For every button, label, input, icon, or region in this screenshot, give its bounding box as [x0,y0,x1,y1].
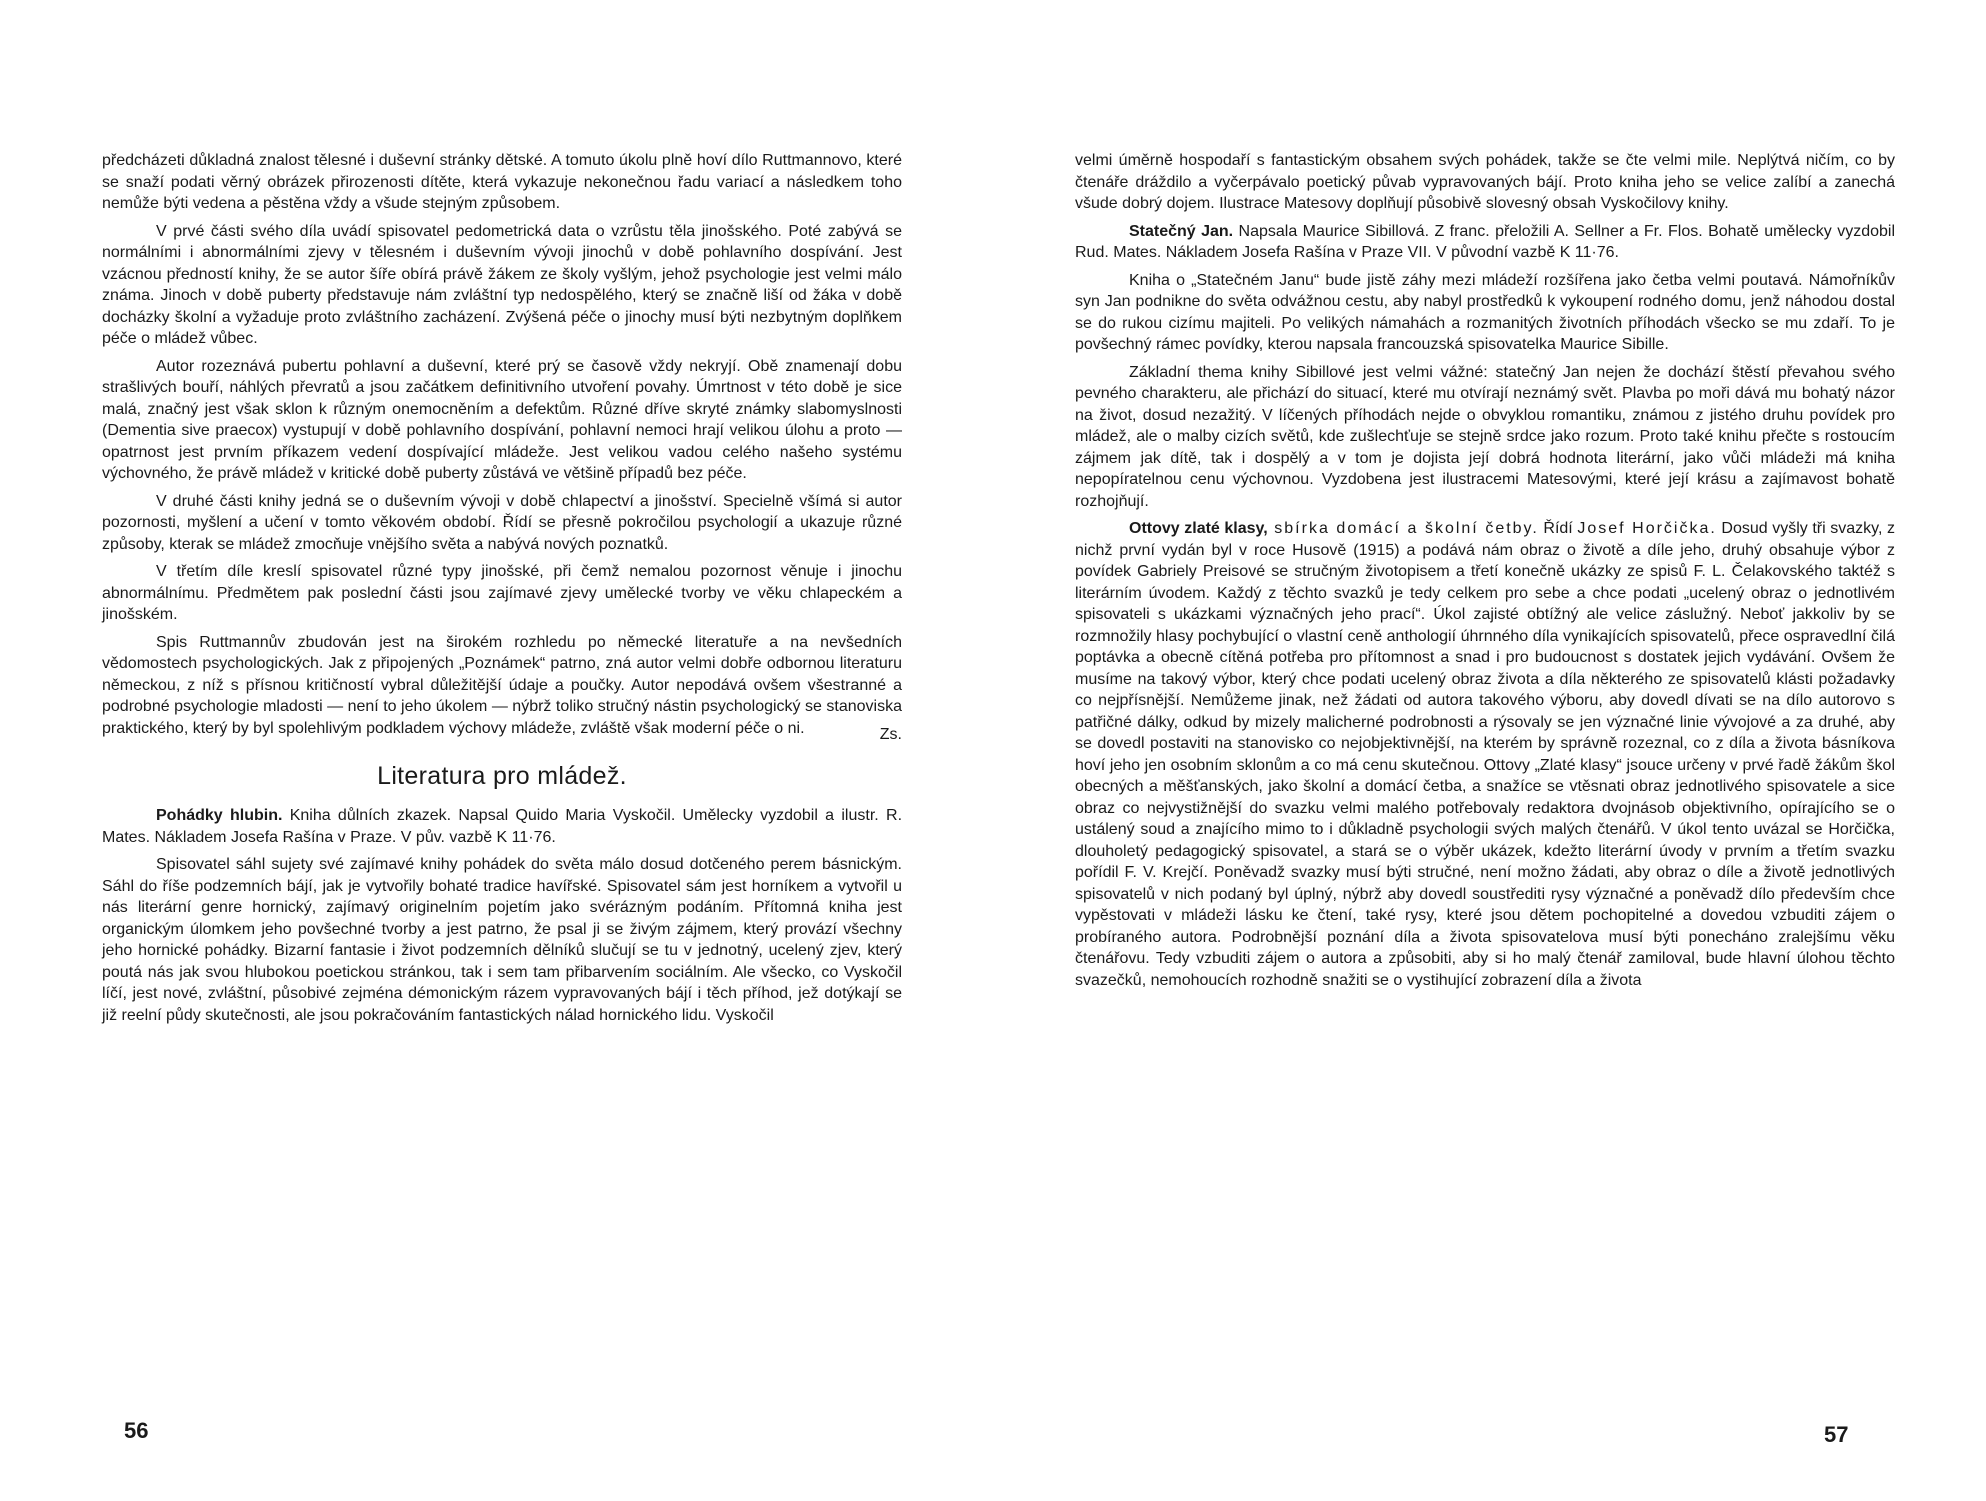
editor-prefix: Řídí [1538,520,1578,537]
book-title: Pohádky hlubin. [156,807,283,824]
book-title: Ottovy zlaté klasy, [1129,520,1268,537]
paragraph: V třetím díle kreslí spisovatel různé typy jinošské, při čemž nemalou pozornost věnuje i jinochu abnormálnímu. Předmětem pak poslední části jsou zajímavé zjevy umělecké tvorby ve věku chlapeckém a jinošském. [102,563,902,623]
book-title: Statečný Jan. [1129,222,1234,240]
paragraph: předcházeti důkladná znalost tělesné i duševní stránky dětské. A tomuto úkolu plně hoví dílo Ruttmannovo, které se snaží podati věrný obrázek přirozenosti dítěte, která vykazuje nekonečnou řadu variací a následkem toho nemůže býti vedena a pěstěna vždy a všude stejným způsobem. [102,152,902,212]
paragraph: Základní thema knihy Sibillové jest velmi vážné: statečný Jan nejen že dochází štěstí převahou svého pevného charakteru, ale přichází do situací, které mu otvírají neznámý svět. Plavba po moři dává mu bohatý názor na život, dosud nezažitý. V líčených příhodách nejde o obvyklou romantiku, známou z jistého druhu povídek pro mládež, ale o malby cizích světů, kde zušlechťuje se stejně srdce jako rozum. Proto také knihu přečte s rostoucím zájmem jak dítě, tak i dospělý a v tom je dojista její dobrá hodnota literární, jako vůči mládeži má kniha nepopíratelnou cenu výchovnou. Vyzdobena jest ilustracemi Matesovými, které její krásu a zajímavost bohatě rozhojňují. [1075,363,1895,510]
section-title: Literatura pro mládež. [377,761,627,790]
left-text-column [102,150,902,1032]
right-page [993,0,1986,1501]
review-signature: Zs. [879,726,902,743]
review-heading [102,805,902,848]
paragraph-text: Dosud vyšly tři svazky, z nichž první vydán byl v roce Husově (1915) a podává nám obraz o životě a díle jeho, druhý obsahuje výbor z povídek Gabriely Preisové se stručným životopisem a třetí konečně ukázky ze spisů F. L. Čelakovského taktéž s literárním úvodem. Každý z těchto svazků je tedy celkem pro sebe a chce podati „ucelený obraz o jednotlivém spisovateli s ukázkami význačných jeho prací“. Úkol zajisté obtížný ale velice záslužný. Neboť jakkoliv by se rozmnožily hlasy pochybující o vlastní ceně anthologií úhrnného díla vynikajících spisovatelů, přece ospravedlní čilá poptávka a obecně cítěná potřeba pro přítomnost a snad i pro budoucnost s dostatek jejich vydávání. Ovšem že musíme na takový výbor, který chce podati ucelený obraz života a díla některého ze spisovatelů klásti požadavky co nejpřísnější. Nemůžeme jinak, než žádati od autora takového výboru, aby dovedl dívati se na dílo autorovo s patřičné dálky, odkud by mizely malicherné podrobnosti a rýsovaly se jen význačné linie vývojové a za druhé, aby se dovedl postaviti na stanovisko co nejobjektivnější, na kterém by správně rozeznal, co z díla a života básníkova hoví jeho jen osobním sklonům a co má cenu skutečnou. Ottovy „Zlaté klasy“ jsouce určeny v prvé řadě žákům škol obecných a měšťanských, jako školní a domácí četba, a snažíce se vtěsnati obraz jednotlivého spisovatele a sice obraz co nejvystižnější do svazku velmi malého potřebovaly redaktora dvojnásob objektivního, opírajícího se o ustálený soud a znajícího mimo to i důkladně psychologii svých malých čtenářů. V úkol tento uvázal se Horčička, dlouholetý pedagogický spisovatel, a stará se o výběr ukázek, kdežto literární úvody v prvním a třetím svazku pořídil F. V. Krejčí. Poněvadž svazky musí býti stručné, není možno žádati, aby obraz o díle a životě jednotlivých spisovatelů v nich podaný byl úplný, nýbrž aby dovedl soustřediti rysy význačné a poněvadž dílo především chce vypěstovati v mládeži lásku ke čtení, také rysy, které jsou dětem pochopitelné a dovedou vzbuditi zájem o probíraného autora. Podrobnější poznání díla a života spisovatelova musí býti ponecháno zralejšímu věku čtenářovu. Tedy vzbuditi zájem o autora a způsobiti, aby si ho malý čtenář zamiloval, bude hlavní úlohou těchto svazečků, nemohoucích rozhodně snažiti se o vystihující zobrazení díla a života [1075,520,1895,989]
paragraph: V druhé části knihy jedná se o duševním vývoji v době chlapectví a jinošství. Specielně všímá si autor pozornosti, myšlení a učení v tomto věkovém období. Řídí se přesně pokročilou psychologií a ukazuje různé způsoby, kterak se mládež zmocňuje vnějšího světa a nabývá nových poznatků. [102,492,902,553]
paragraph: Autor rozeznává pubertu pohlavní a duševní, které prý se časově vždy nekryjí. Obě znamenají dobu strašlivých bouří, náhlých převratů a jsou začátkem definitivního utvoření povahy. Úmrtnost v této době je sice malá, značný jest však sklon k různým onemocněním a defektům. Různé dříve skryté známky slabomyslnosti (Dementia sive praecox) vystupují v době pohlavního dospívání, pohlavní nemoci hrají velikou úlohu a proto — opatrnost jest prvním příkazem vedení dospívající mládeže. Jest velikou vadou celého našeho systému výchovného, že právě mládež v kritické době puberty zůstává ve většině případů bez péče. [102,357,902,482]
page-number: 57 [1824,1422,1849,1447]
right-text-column [1075,150,1895,997]
series-subtitle: sbírka domácí a školní četby. [1267,520,1539,537]
book-meta: Kniha důlních zkazek. Napsal Quido Maria Vyskočil. Umělecky vyzdobil a ilustr. R. Mates. Nákladem Josefa Rašína v Praze. V pův. vazbě K 11·76. [102,807,903,846]
review-heading [1075,221,1895,264]
paragraph: Kniha o „Statečném Janu“ bude jistě záhy mezi mládeží rozšířena jako četba velmi poutavá. Námořníkův syn Jan podnikne do světa odvážnou cestu, aby nabyl prostředků k vykoupení rodného domu, jenž náhodou dostal se do rukou cizímu majiteli. Po velikých námahách a rozmanitých životních příhodách všecko se mu zdaří. To je povšechný rámec povídky, kterou napsala francouzská spisovatelka Maurice Sibille. [1075,271,1895,353]
paragraph: velmi úměrně hospodaří s fantastickým obsahem svých pohádek, takže se čte velmi mile. Neplýtvá ničím, co by čtenáře dráždilo a vyčerpávalo poetický půvab vypravovaných bájí. Proto kniha jeho se velice zalíbí a zanechá všude dobrý dojem. Ilustrace Matesovy doplňují působivě slovesný obsah Vyskočilovy knihy. [1075,152,1895,212]
paragraph: Spis Ruttmannův zbudován jest na širokém rozhledu po německé literatuře a na nevšedních vědomostech psychologických. Jak z připojených „Poznámek“ patrno, zná autor velmi dobře odbornou literaturu německou, z níž s přísnou kritičností vybral důležitější údaje a poučky. Autor nepodává ovšem všestranné a podrobné psychologie mladosti — není to jeho úkolem — nýbrž toliko stručný nástin psychologický se stanoviska praktického, který by byl spolehlivým podkladem výchovy mládeže, zvláště však moderní péče o ni. [102,633,902,737]
page-number: 56 [124,1418,149,1443]
paragraph: Spisovatel sáhl sujety své zajímavé knihy pohádek do světa málo dosud dotčeného perem básnickým. Sáhl do říše podzemních bájí, jak je vytvořily bohaté tradice havířské. Spisovatel sám jest horníkem a vytvořil u nás literární genre hornický, zajímavý originelním pojetím jako svérázným podáním. Přítomná kniha jest organickým úlomkem jeho povšechné tvorby a jest patrno, že psal ji se živým zájmem, který provází všechny jeho hornické pohádky. Bizarní fantasie i život podzemních dělníků slučují se tu v jednotný, ucelený zjev, který poutá nás jak svou hlubokou poetickou stránkou, tak i sem tam přibarvením sociálním. Ale všecko, co Vyskočil líčí, jest nové, zvláštní, působivé zejména démonickým rázem vypravovaných bájí i těch příhod, jež dotýkají se již reelní půdy skutečnosti, ale jsou pokračováním fantastických nálad hornického lidu. Vyskočil [102,856,902,1024]
book-meta: Napsala Maurice Sibillová. Z franc. přeložili A. Sellner a Fr. Flos. Bohatě umělecky vyzdobil Rud. Mates. Nákladem Josefa Rašína v Praze VII. V původní vazbě K 11·76. [1075,222,1896,261]
editor-name: Josef Horčička. [1577,520,1717,537]
review-heading [1075,518,1895,991]
paragraph: V prvé části svého díla uvádí spisovatel pedometrická data o vzrůstu těla jinošského. Poté zabývá se normálními i abnormálními zjevy v tělesném i duševním vývoji jinochů v době pohlavního dospívání. Jest vzácnou předností knihy, že se autor šíře obírá právě žákem ze školy vyšlým, jehož psychologie jest velmi málo známa. Jinoch v době puberty představuje nám zvláštní typ nedospělého, který se značně liší od žáka v době docházky školní a vyžaduje proto zvláštního zacházení. Zvýšená péče o jinochy musí býti nezbytným doplňkem péče o mládež vůbec. [102,222,902,347]
